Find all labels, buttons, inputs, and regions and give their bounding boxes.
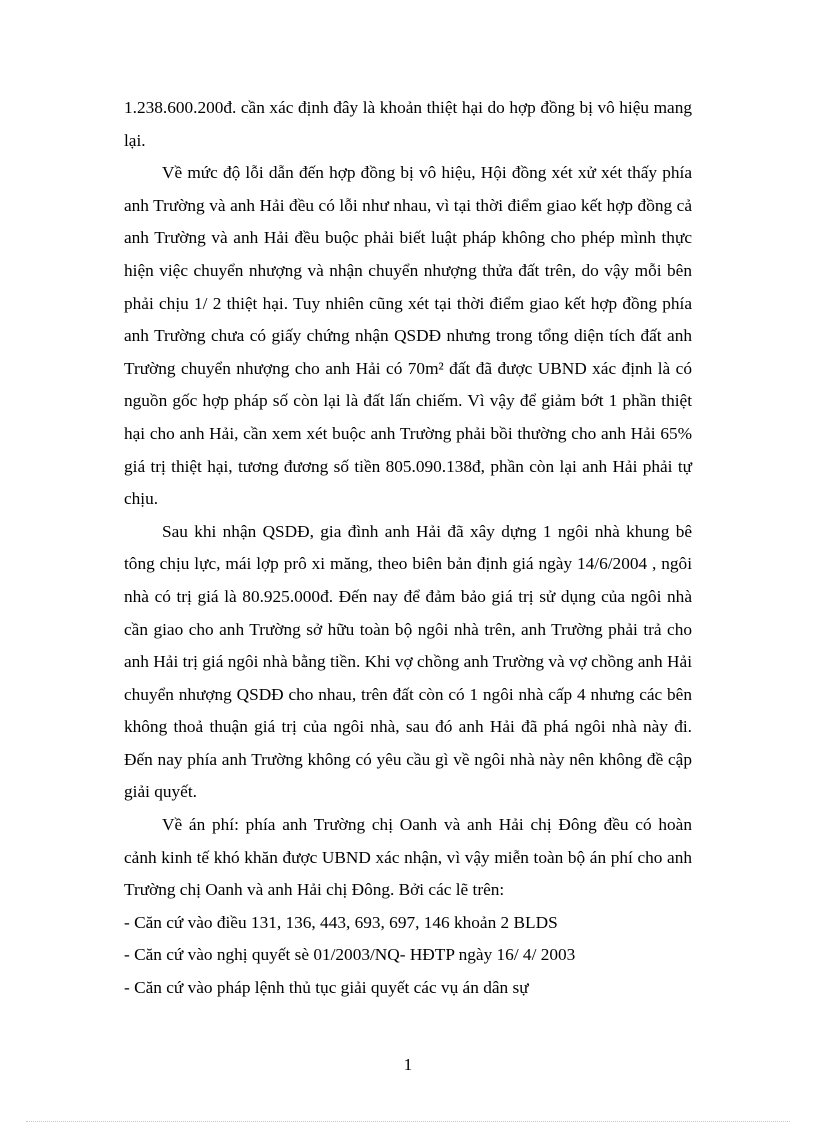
paragraph-house-value: Sau khi nhận QSDĐ, gia đình anh Hải đã xây dựng 1 ngôi nhà khung bê tông chịu lực, mái lợp prô xi măng, theo biên bản định giá ngày 14/6/2004 , ngôi nhà có trị giá là 80.925.000đ. Đến nay để đảm bảo giá trị sử dụng của ngôi nhà cần giao cho anh Trường sở hữu toàn bộ ngôi nhà trên, anh Trường phải trả cho anh Hải trị giá ngôi nhà bằng tiền. Khi vợ chồng anh Trường và vợ chồng anh Hải chuyển nhượng QSDĐ cho nhau, trên đất còn có 1 ngôi nhà cấp 4 nhưng các bên không thoả thuận giá trị của ngôi nhà, sau đó anh Hải đã phá ngôi nhà này đi. Đến nay phía anh Trường không có yêu cầu gì về ngôi nhà này nên không đề cập giải quyết. xyxy=(124,521,692,802)
list-item: - Căn cứ vào pháp lệnh thủ tục giải quyết các vụ án dân sự xyxy=(124,978,529,998)
paragraph-court-fees: Về án phí: phía anh Trường chị Oanh và anh Hải chị Đông đều có hoàn cảnh kinh tế khó khăn được UBND xác nhận, vì vậy miễn toàn bộ án phí cho anh Trường chị Oanh và anh Hải chị Đông. Bởi các lẽ trên: xyxy=(124,815,692,900)
legal-basis-list xyxy=(124,907,692,1005)
paragraph-damage-amount: 1.238.600.200đ. cần xác định đây là khoản thiệt hại do hợp đồng bị vô hiệu mang lại. xyxy=(124,98,692,150)
page-number: 1 xyxy=(403,1055,413,1074)
list-item: - Căn cứ vào điều 131, 136, 443, 693, 697, 146 khoản 2 BLDS xyxy=(124,912,558,932)
list-item: - Căn cứ vào nghị quyết sè 01/2003/NQ- HĐTP ngày 16/ 4/ 2003 xyxy=(124,945,576,965)
paragraph-fault-level: Về mức độ lỗi dẫn đến hợp đồng bị vô hiệu, Hội đồng xét xử xét thấy phía anh Trường và anh Hải đều có lỗi như nhau, vì tại thời điểm giao kết hợp đồng cả anh Trường và anh Hải đều buộc phải biết luật pháp không cho phép mình thực hiện việc chuyển nhượng và nhận chuyển nhượng thửa đất trên, do vậy mỗi bên phải chịu 1/ 2 thiệt hại. Tuy nhiên cũng xét tại thời điểm giao kết hợp đồng phía anh Trường chưa có giấy chứng nhận QSDĐ nhưng trong tổng diện tích đất anh Trường chuyển nhượng cho anh Hải có 70m² đất đã được UBND xác định là có nguồn gốc hợp pháp số còn lại là đất lấn chiếm. Vì vậy để giảm bớt 1 phần thiệt hại cho anh Hải, cần xem xét buộc anh Trường phải bồi thường cho anh Hải 65% giá trị thiệt hại, tương đương số tiền 805.090.138đ, phần còn lại anh Hải phải tự chịu. xyxy=(124,163,692,509)
page-divider xyxy=(26,1121,790,1122)
document-body xyxy=(124,92,692,1005)
